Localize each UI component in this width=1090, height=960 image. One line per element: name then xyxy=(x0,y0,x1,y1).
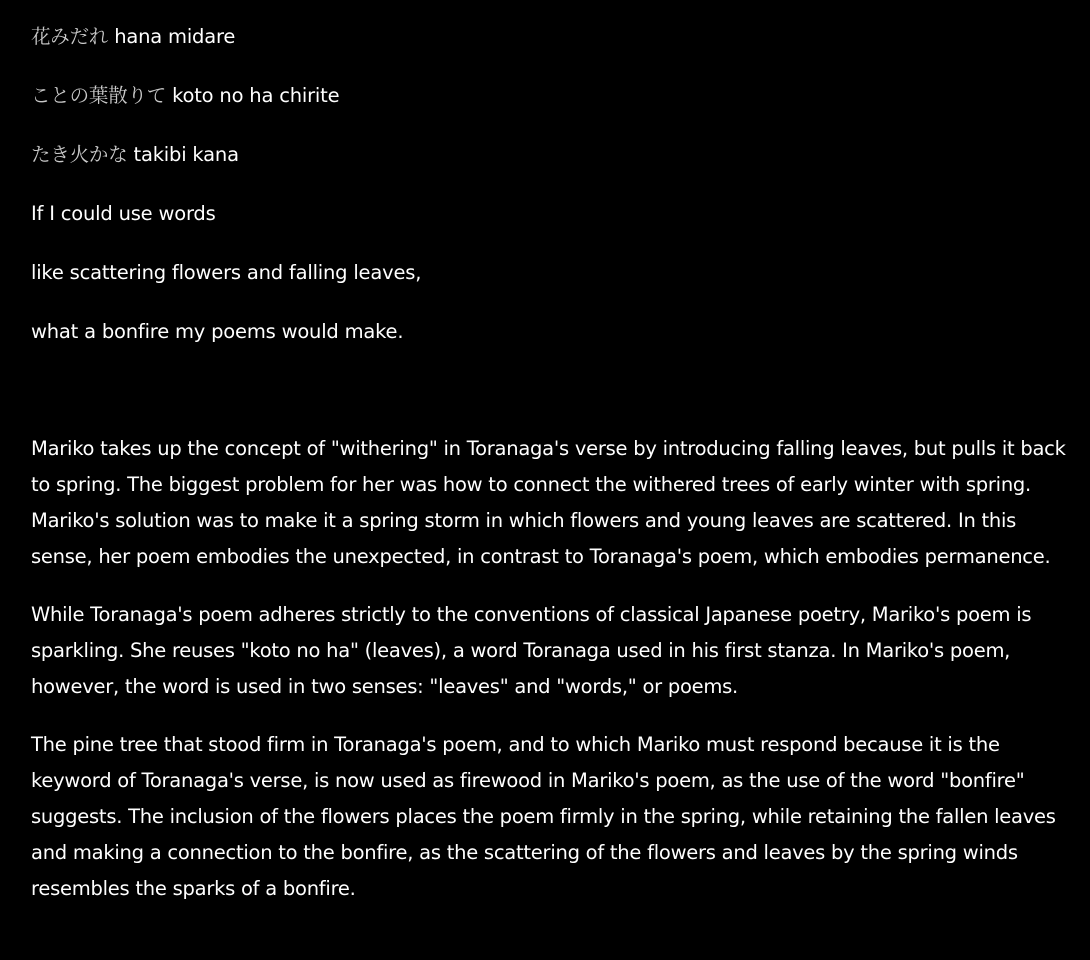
translation-line-1: If I could use words xyxy=(31,202,216,225)
commentary-paragraph-3: The pine tree that stood firm in Toranaga's poem, and to which Mariko must respond because it is the keyword of Toranaga's verse, is now used as firewood in Mariko's poem, as the use of the word "bonfire" suggests. The inclusion of the flowers places the poem firmly in the spring, while retaining the fallen leaves and making a connection to the bonfire, as the scattering of the flowers and leaves by the spring winds resembles the sparks of a bonfire. xyxy=(31,733,1056,900)
romaji-text: hana midare xyxy=(114,25,236,48)
commentary-paragraph-1: Mariko takes up the concept of "withering" in Toranaga's verse by introducing falling leaves, but pulls it back to spring. The biggest problem for her was how to connect the withered trees of early winter with spring. Mariko's solution was to make it a spring storm in which flowers and young leaves are scattered. In this sense, her poem embodies the unexpected, in contrast to Toranaga's poem, which embodies permanence. xyxy=(31,437,1066,568)
poem-line-2 xyxy=(31,81,1061,111)
commentary-paragraph-2: While Toranaga's poem adheres strictly to the conventions of classical Japanese poetry, Mariko's poem is sparkling. She reuses "koto no ha" (leaves), a word Toranaga used in his first stanza. In Mariko's poem, however, the word is used in two senses: "leaves" and "words," or poems. xyxy=(31,603,1032,698)
commentary-block xyxy=(31,431,1066,929)
poem-line-3 xyxy=(31,140,1061,170)
romaji-text: koto no ha chirite xyxy=(172,84,340,107)
romaji-text: takibi kana xyxy=(133,143,239,166)
japanese-text: ことの葉散りて xyxy=(31,84,167,107)
poem-block xyxy=(31,22,1061,376)
japanese-text: 花みだれ xyxy=(31,25,109,48)
translation-line-2: like scattering flowers and falling leaves, xyxy=(31,261,422,284)
japanese-text: たき火かな xyxy=(31,143,128,166)
translation-line-3: what a bonfire my poems would make. xyxy=(31,320,404,343)
poem-line-1 xyxy=(31,22,1061,52)
